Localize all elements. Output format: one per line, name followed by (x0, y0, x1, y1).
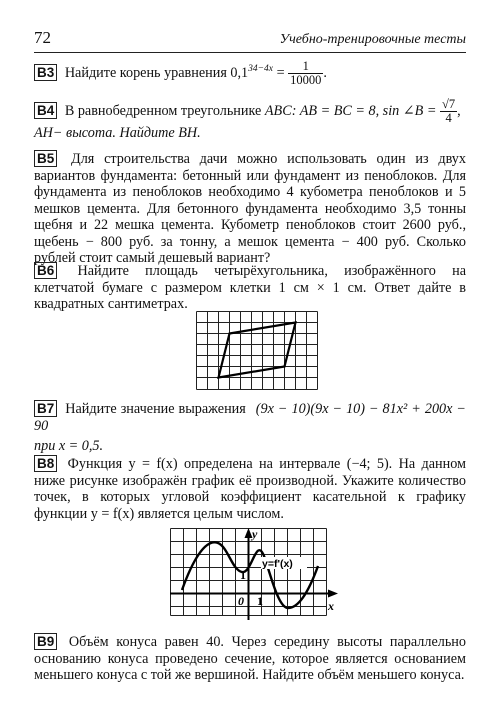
derivative-curve (182, 542, 318, 608)
problem-b7 (34, 400, 466, 455)
b6-grid-figure (196, 311, 318, 390)
problem-line-2: при x = 0,5. (34, 438, 104, 454)
problem-tag: B7 (34, 400, 57, 417)
equals-sign: = (276, 64, 285, 81)
fraction (288, 60, 323, 87)
y-axis-label: y (252, 528, 258, 541)
graph-label: y=f'(x) (262, 558, 293, 570)
equation-base: 0,1 (230, 64, 249, 81)
problem-text: Найдите значение выражения (65, 401, 246, 417)
problem-tag: B9 (34, 633, 57, 650)
condition: : AB = BC = 8, sin ∠B = (291, 102, 437, 119)
origin-label: 0 (238, 594, 244, 608)
b8-derivative-graph (170, 528, 338, 620)
problem-tag: B5 (34, 150, 57, 167)
problem-text: Найдите корень уравнения (64, 64, 227, 81)
problem-text: Объём конуса равен 40. Через середину высоты параллельно основанию конуса проведено сечение, которое является основанием меньшего конуса с той же вершиной. Найдите объём меньшего конуса. (34, 634, 466, 683)
comma: , (457, 102, 461, 119)
fraction (440, 98, 457, 125)
page-header (34, 30, 466, 53)
problem-text: Для строительства дачи можно использовать один из двух вариантов фундамента: бетонный или фундамент из пеноблоков. Для фундамента из пеноблоков необходимо 4 кубометра пеноблоков и 5 мешков цемента. Для бетонного фундамента необходимо 3,5 тонны щебня и 22 мешка цемента. Кубометр пеноблоков стоит 2600 руб., щебень − 800 руб. за тонну, а мешок цемента − 400 руб. Сколько рублей стоит самый дешевый вариант? (34, 151, 466, 266)
problem-tag: B6 (34, 262, 57, 279)
problem-b5 (34, 150, 466, 267)
problem-b9 (34, 633, 466, 684)
quadrilateral (219, 323, 296, 378)
problem-tag: B3 (34, 64, 57, 81)
fraction-numerator: 1 (288, 60, 323, 74)
problem-text: Функция y = f(x) определена на интервале (−4; 5). На данном ниже рисунке изображён график её производной. Укажите количество точек, в которых угловой коэффициент касательной к графику функции y = f(x) является целым числом. (34, 456, 467, 522)
fraction-denominator: 10000 (290, 73, 322, 87)
x-axis-arrow (328, 590, 338, 598)
problem-b3 (34, 60, 466, 87)
triangle-name: ABC (264, 102, 292, 119)
problem-line-2: AH− высота. Найдите BH. (34, 125, 201, 141)
y-unit-label: 1 (240, 568, 246, 582)
fraction-denominator: 4 (445, 111, 452, 125)
x-unit-label: 1 (257, 594, 263, 608)
problem-tag: B4 (34, 102, 57, 119)
problem-b4 (34, 98, 466, 142)
x-axis-label: x (328, 599, 334, 613)
fraction-numerator: √7 (442, 97, 456, 111)
page-number: 72 (34, 28, 51, 47)
period: . (323, 64, 327, 81)
running-title: Учебно-тренировочные тесты (279, 32, 466, 47)
problem-b8 (34, 455, 466, 522)
problem-tag: B8 (34, 455, 57, 472)
problem-text: В равнобедренном треугольнике (64, 102, 262, 119)
problem-text: Найдите площадь четырёхугольника, изображённого на клетчатой бумаге с размером клетки 1 см × 1 см. Ответ дайте в квадратных сантиметрах. (34, 263, 466, 312)
problem-b6 (34, 262, 466, 313)
equation-exponent: 34−4x (248, 64, 274, 75)
expression: (9x − 10)(9x − 10) − 81x² + 200x − 90 (34, 401, 467, 434)
